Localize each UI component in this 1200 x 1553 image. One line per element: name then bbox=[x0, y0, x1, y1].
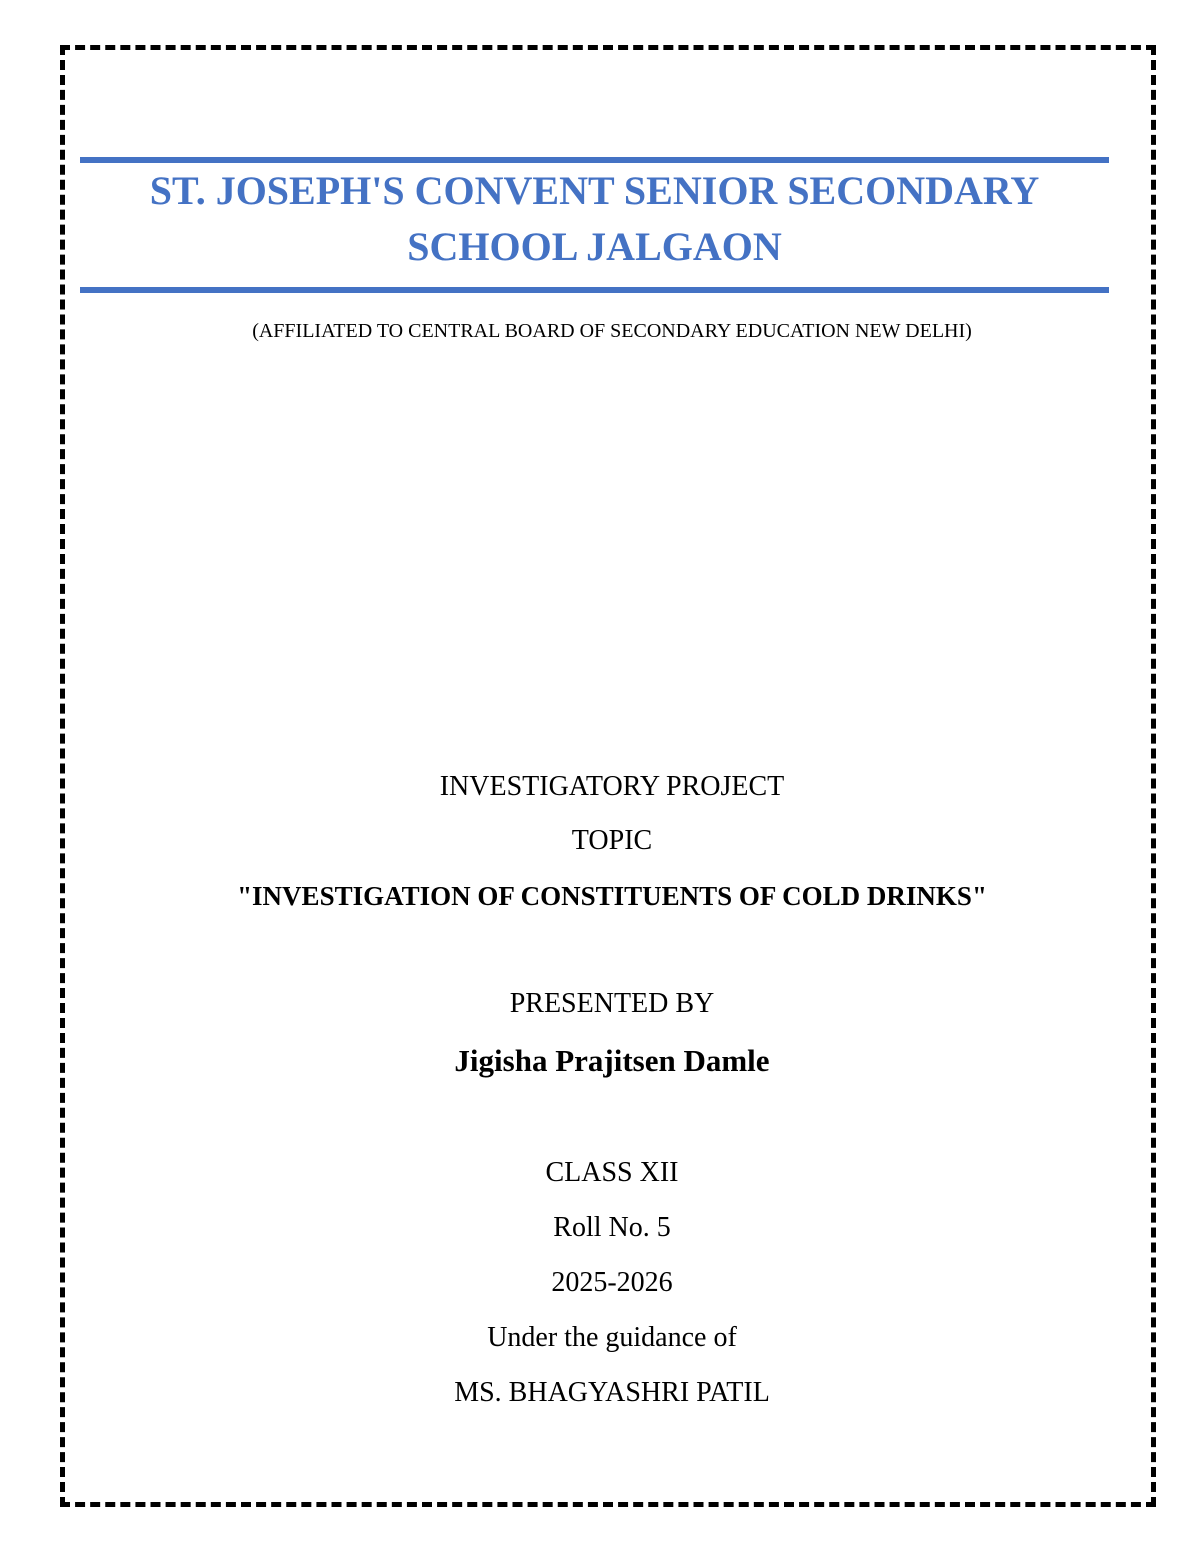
affiliation-text: (AFFILIATED TO CENTRAL BOARD OF SECONDARY EDUCATION NEW DELHI) bbox=[252, 320, 972, 342]
school-name-line-2: SCHOOL JALGAON bbox=[407, 224, 782, 269]
project-type: INVESTIGATORY PROJECT bbox=[439, 771, 785, 802]
guide-name: MS. BHAGYASHRI PATIL bbox=[454, 1377, 770, 1408]
topic-label: TOPIC bbox=[571, 825, 653, 856]
roll-number: Roll No. 5 bbox=[553, 1212, 671, 1243]
presenter-name: Jigisha Prajitsen Damle bbox=[454, 1043, 770, 1078]
academic-session: 2025-2026 bbox=[551, 1267, 673, 1298]
topic-title: "INVESTIGATION OF CONSTITUENTS OF COLD DRINKS" bbox=[237, 881, 987, 911]
presented-by-label: PRESENTED BY bbox=[509, 988, 715, 1019]
school-name-line-1: ST. JOSEPH'S CONVENT SENIOR SECONDARY bbox=[149, 168, 1040, 213]
header-rule-bottom bbox=[80, 287, 1109, 293]
class-text: CLASS XII bbox=[545, 1157, 679, 1188]
guidance-label: Under the guidance of bbox=[487, 1322, 737, 1353]
school-name bbox=[80, 163, 1109, 275]
